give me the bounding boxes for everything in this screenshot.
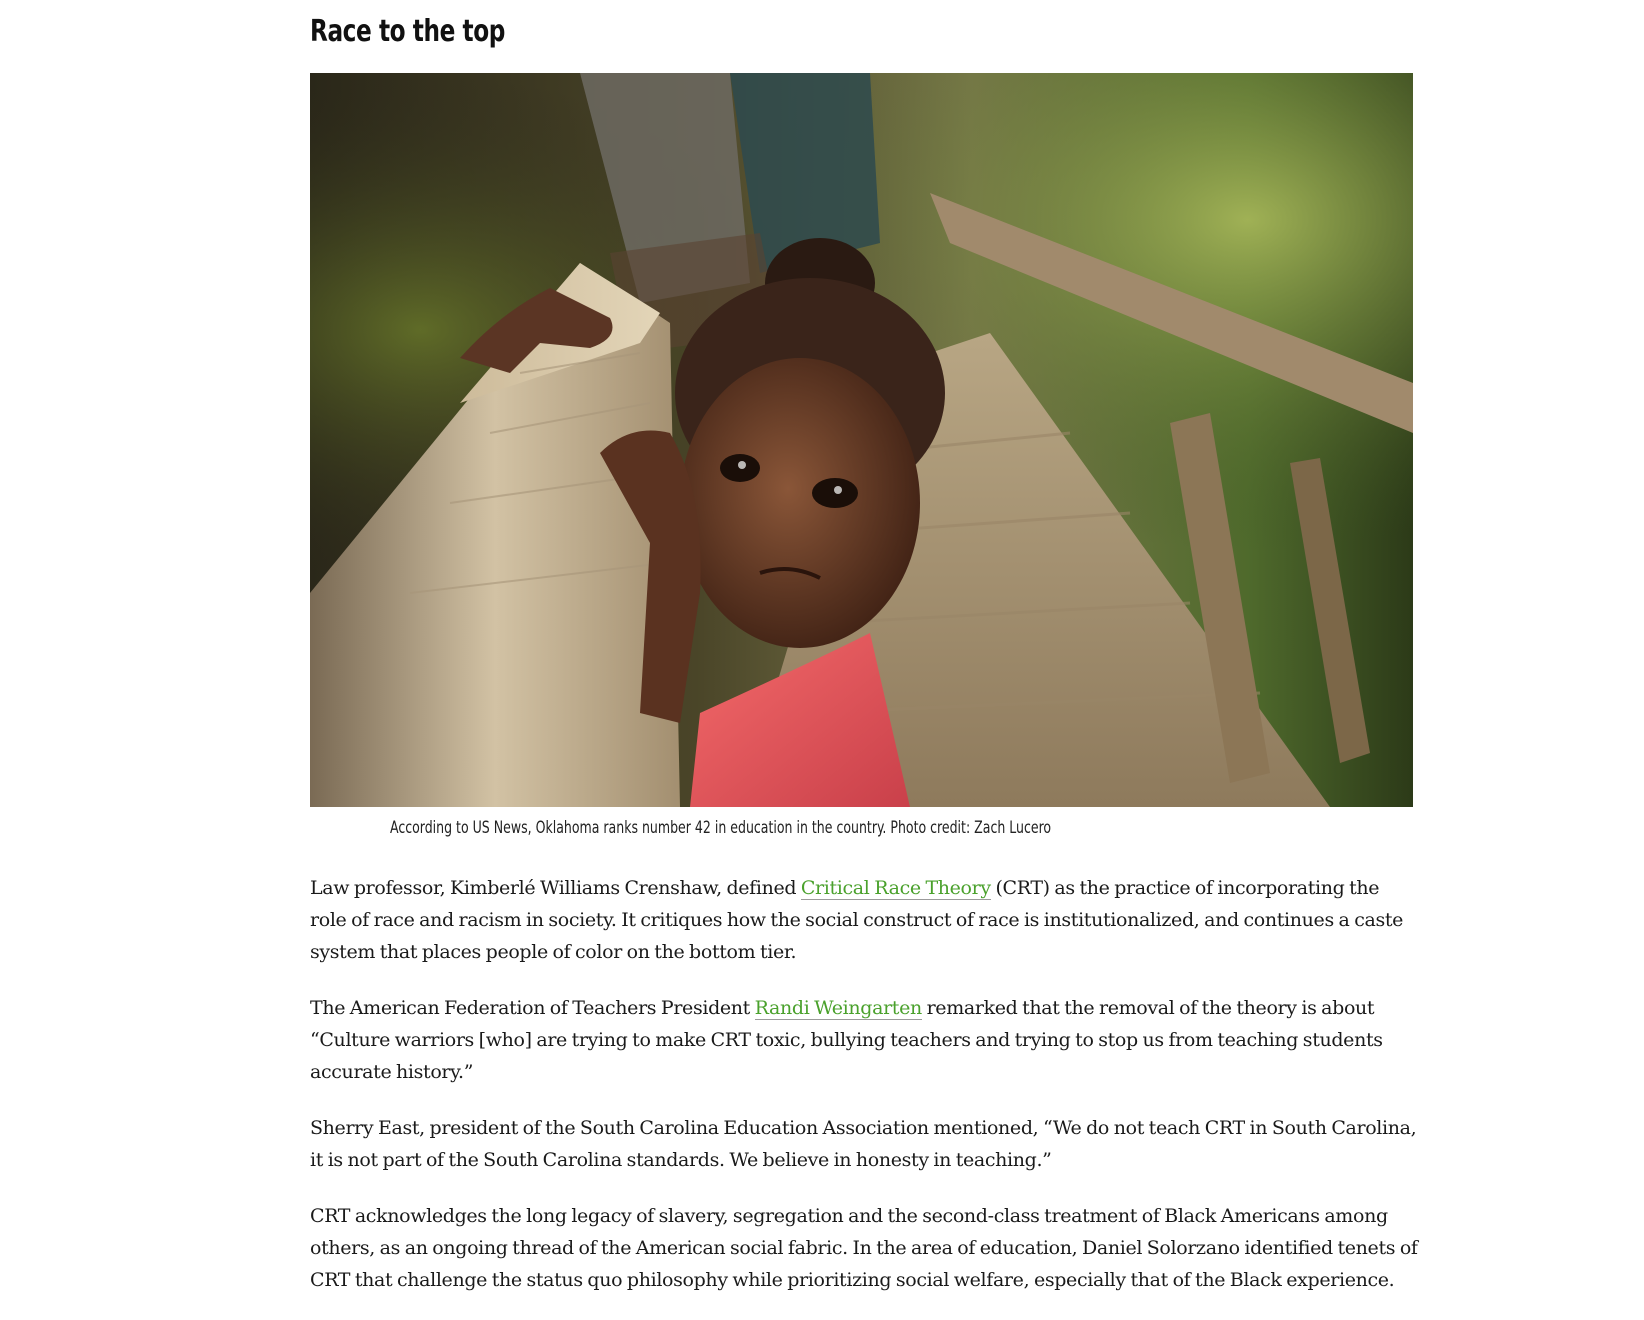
photo-caption: According to US News, Oklahoma ranks number 42 in education in the country. Photo credit: Zach Lucero	[390, 818, 1052, 838]
photo-illustration	[310, 73, 1413, 807]
paragraph-crt-definition	[310, 872, 1420, 968]
critical-race-theory-link[interactable]: Critical Race Theory	[800, 877, 991, 899]
paragraph-weingarten	[310, 992, 1420, 1088]
paragraph-sherry-east: Sherry East, president of the South Carolina Education Association mentioned, “We do not teach CRT in South Carolina, it is not part of the South Carolina standards. We believe in honesty in teaching.”	[310, 1117, 1417, 1171]
article-body	[310, 872, 1420, 1320]
paragraph-text: The American Federation of Teachers President	[310, 997, 755, 1019]
randi-weingarten-link[interactable]: Randi Weingarten	[754, 997, 922, 1019]
paragraph-text: (CRT) as the practice of incorporating the role of race and racism in society. It critiques how the social construct of race is institutionalized, and continues a caste system that places people of color on the bottom tier.	[310, 877, 1404, 963]
paragraph-text: Law professor, Kimberlé Williams Crenshaw, defined	[310, 877, 801, 899]
paragraph-text: remarked that the removal of the theory is about “Culture warriors [who] are trying to make CRT toxic, bullying teachers and trying to stop us from teaching students accurate history.”	[310, 997, 1383, 1083]
paragraph-crt-legacy: CRT acknowledges the long legacy of slavery, segregation and the second-class treatment of Black Americans among others, as an ongoing thread of the American social fabric. In the area of education, Daniel Solorzano identified tenets of CRT that challenge the status quo philosophy while prioritizing social welfare, especially that of the Black experience.	[310, 1205, 1418, 1291]
section-heading: Race to the top	[310, 14, 505, 49]
article-photo	[310, 73, 1413, 807]
